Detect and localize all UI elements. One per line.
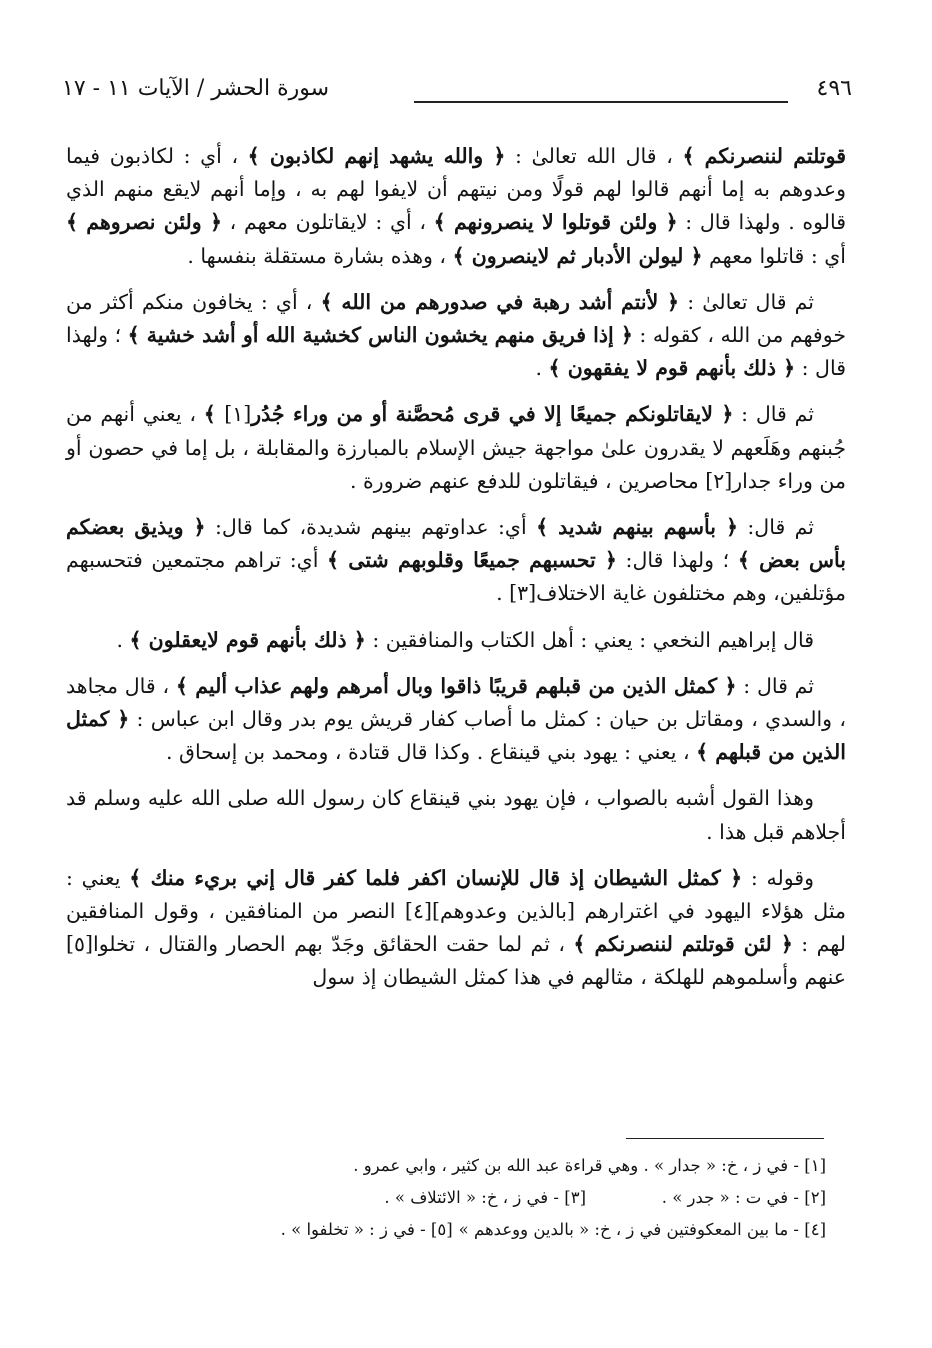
commentary-text: ثم قال: [738, 515, 815, 540]
commentary-text: ، قال الله تعالىٰ : [505, 144, 683, 168]
quran-verse: ﴿ والله يشهد إنهم لكاذبون ﴾ [247, 144, 506, 168]
footnote-3: [٣] - في ز ، خ: « الائتلاف » . [384, 1188, 586, 1207]
quran-verse: ﴿ ويذيق بعضكم بأس بعض ﴾ [66, 515, 846, 573]
footnote-row [66, 1214, 826, 1246]
commentary-text: [١] [224, 402, 252, 427]
commentary-text: أي : قاتلوا معهم [702, 243, 846, 268]
header-rule [414, 101, 788, 103]
footnote-2: [٢] - في ت : « جدر » . [661, 1188, 826, 1207]
quran-verse: ﴿ لأنتم أشد رهبة في صدورهم من الله ﴾ [320, 289, 680, 314]
quran-verse: ﴿ ذلك بأنهم قوم لا يفقهون ﴾ [548, 356, 796, 381]
paragraph [66, 670, 846, 770]
commentary-text: أي: عداوتهم بينهم شديدة، كما قال: [205, 515, 537, 540]
quran-verse: ﴿ إذا فريق منهم يخشون الناس كخشية الله أو أشد خشية ﴾ [127, 323, 633, 348]
commentary-text: ثم قال تعالىٰ : [679, 289, 814, 314]
commentary-text: ، يعني : يهود بني قينقاع . وكذا قال قتادة ، ومحمد بن إسحاق . [166, 740, 697, 765]
paragraph [66, 862, 846, 995]
footnote-5: [٥] - في ز : « تخلفوا » . [280, 1220, 453, 1239]
quran-verse: ﴿ كمثل الذين من قبلهم قريبًا ذاقوا وبال أمرهم ولهم عذاب أليم ﴾ [175, 673, 737, 698]
commentary-text: ، ثم لما حقت الحقائق وجَدّ بهم الحصار والقتال ، تخلوا[٥] عنهم وأسلموهم للهلكة ، مثالهم في هذا كمثل الشيطان إذ سول [66, 932, 846, 990]
commentary-text: وقوله : [742, 865, 815, 890]
paragraph [66, 140, 846, 273]
paragraph [66, 511, 846, 611]
commentary-text: ؛ ولهذا قال: [616, 548, 738, 573]
paragraph [66, 624, 846, 657]
commentary-text: ، أي : لايقاتلون معهم ، [221, 210, 434, 235]
commentary-text: ، يعني أنهم من جُبنهم وهَلَعهم لا يقدرون علىٰ مواجهة جيش الإسلام بالمبارزة والمقابلة ، بل إما في حصون أو من وراء جدار[٢] محاصرين ، فيقاتلون للدفع عنهم ضرورة . [66, 402, 846, 493]
commentary-text: يعني : مثل هؤلاء اليهود في اغترارهم [بالذين وعدوهم][٤] النصر من المنافقين ، وقول المنافقين لهم : [66, 865, 847, 957]
quran-verse: ﴿ كمثل الشيطان إذ قال للإنسان اكفر فلما كفر قال إني بريء منك ﴾ [129, 865, 743, 890]
commentary-text: . [535, 356, 549, 381]
surah-title: سورة الحشر / الآيات ١١ - ١٧ [62, 76, 330, 101]
footnote-row [66, 1182, 826, 1214]
footnote-separator [626, 1138, 824, 1139]
quran-verse: ﴿ كمثل الذين من قبلهم ﴾ [66, 707, 846, 765]
commentary-text: ، قال مجاهد ، والسدي ، ومقاتل بن حيان : كمثل ما أصاب كفار قريش يوم بدر وقال ابن عباس : [66, 673, 846, 732]
quran-verse: قوتلتم لننصرنكم ﴾ [682, 144, 846, 168]
page-header [62, 76, 852, 116]
page-number: ٤٩٦ [816, 76, 852, 101]
quran-verse: ﴿ ولئن قوتلوا لا ينصرونهم ﴾ [433, 210, 678, 235]
commentary-text: أي: تراهم مجتمعين فتحسبهم مؤتلفين، وهم مختلفون غاية الاختلاف[٣] . [66, 548, 846, 606]
footnote-1: [١] - في ز ، خ: « جدار » . وهي قراءة عبد الله بن كثير ، وابي عمرو . [353, 1156, 826, 1175]
commentary-text: قال إبراهيم النخعي : يعني : أهل الكتاب والمنافقين : [365, 627, 814, 652]
commentary-text: . [116, 627, 130, 652]
footnote-4: [٤] - ما بين المعكوفتين في ز ، خ: « بالدين ووعدهم » [458, 1220, 826, 1239]
quran-verse: ﴿ لايقاتلونكم جميعًا إلا في قرى مُحصَّنة أو من وراء جُدُر [251, 402, 734, 427]
quran-verse: ﴿ لئن قوتلتم لننصرنكم ﴾ [573, 932, 793, 957]
main-text [66, 140, 846, 1008]
commentary-text: وهذا القول أشبه بالصواب ، فإن يهود بني قينقاع كان رسول الله صلى الله عليه وسلم قد أجلاهم قبل هذا . [66, 786, 846, 844]
paragraph [66, 286, 846, 386]
paragraph [66, 782, 846, 848]
commentary-text: ، أي : يخافون منكم أكثر من خوفهم من الله ، كقوله : [66, 289, 846, 348]
quran-verse: ﴿ ولئن نصروهم ﴾ [66, 210, 222, 235]
commentary-text: ، أي : لكاذبون فيما وعدوهم به إما أنهم قالوا لهم قولًا ومن نيتهم أن لايفوا لهم به ، وإما أنهم لايقع منهم الذي قالوه . ولهذا قال : [66, 144, 847, 235]
paragraph [66, 398, 846, 498]
commentary-text: ثم قال : [736, 673, 814, 698]
quran-verse: ﴿ تحسبهم جميعًا وقلوبهم شتى ﴾ [327, 548, 617, 573]
quran-verse: ﴿ بأسهم بينهم شديد ﴾ [536, 515, 738, 540]
quran-verse: ﴿ ذلك بأنهم قوم لايعقلون ﴾ [129, 627, 366, 652]
commentary-text: ، وهذه بشارة مستقلة بنفسها . [187, 243, 453, 268]
commentary-text: ؛ ولهذا قال : [66, 323, 846, 381]
quran-verse: ﴾ [203, 402, 225, 427]
quran-verse: ﴿ ليولن الأدبار ثم لاينصرون ﴾ [452, 243, 703, 268]
commentary-text: ثم قال : [733, 402, 814, 427]
footnotes [66, 1150, 826, 1246]
